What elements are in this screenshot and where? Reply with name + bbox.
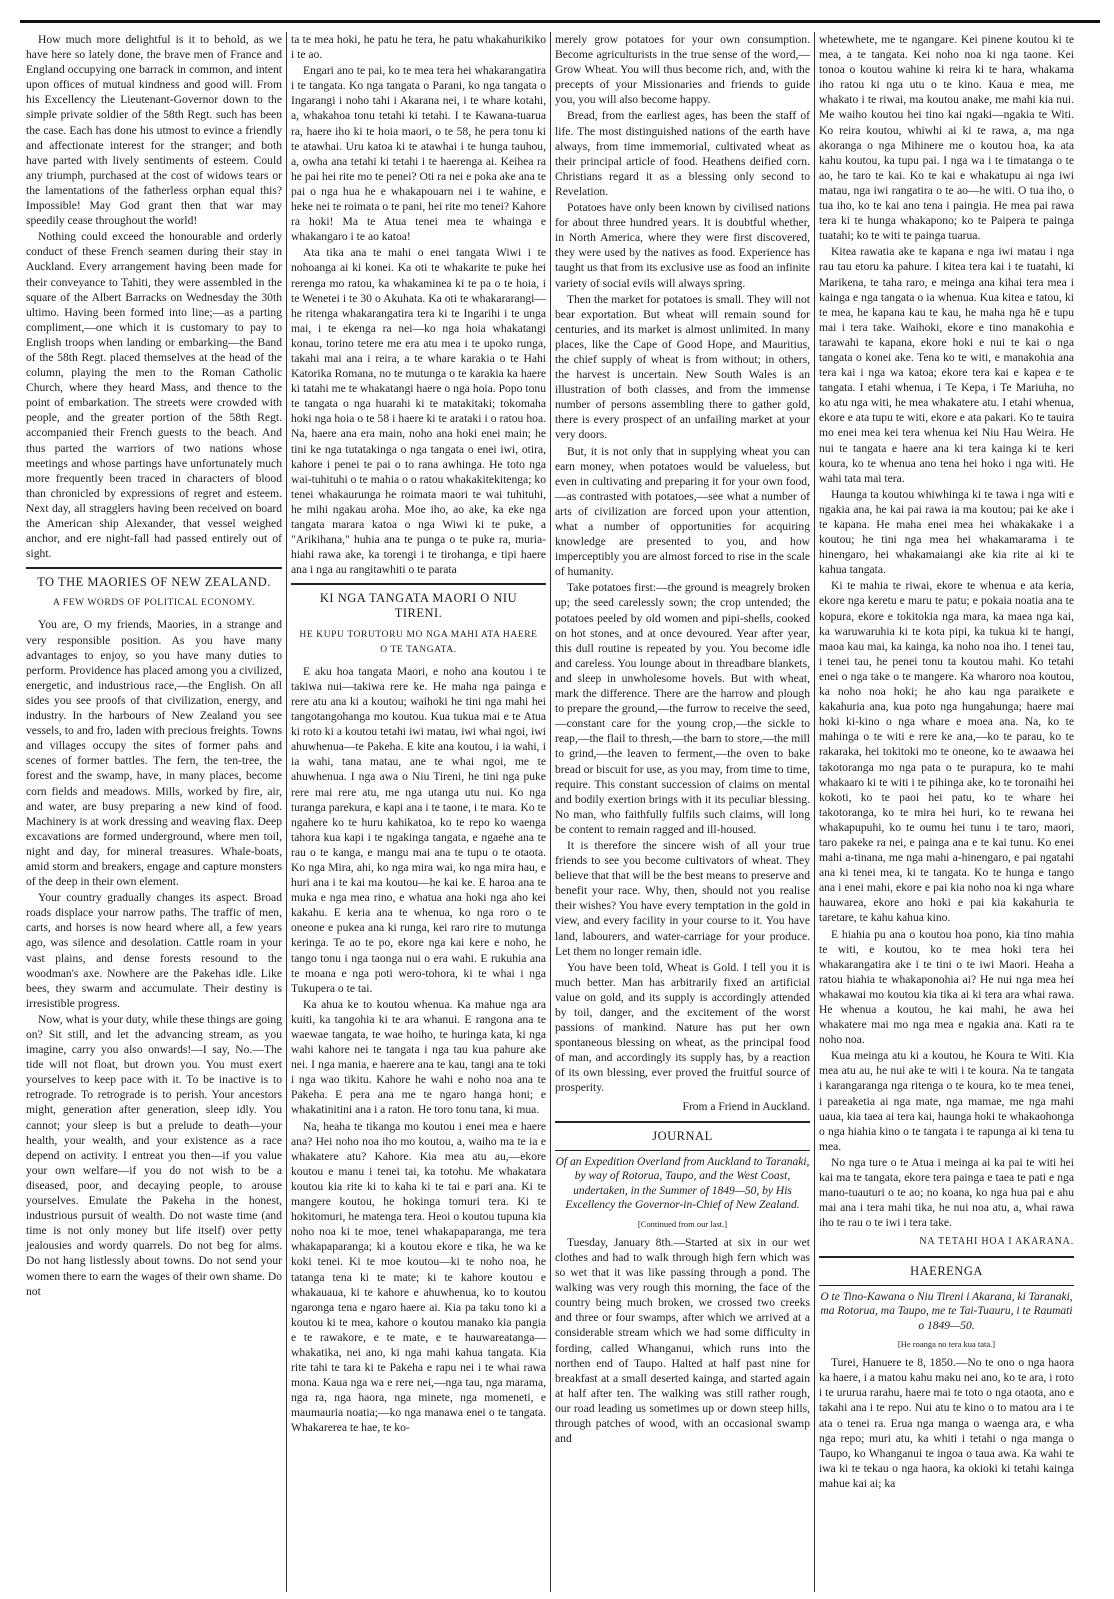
continued-note: [He roanga no tera kua tata.] bbox=[897, 1339, 996, 1350]
paragraph: You have been told, Wheat is Gold. I tell you it is much better. Man has arbitrarily fixed an artificial value on gold, and its supply is accordingly attended by toil, danger, and the excitement of the worst passions of mankind. Nature has put her own spontaneous blessing on wheat, as the principal food of man, and accordingly its supply has, by a reaction of its own blessing, ever proved the fruitful source of prosperity. bbox=[555, 960, 810, 1095]
journal-title: Of an Expedition Overland from Auckland to Taranaki, by way of Rotorua, Taupo, and the West Coast, undertaken, in the Summer of 1849—50, by His Excellency the Governor-in-Chief of New Zealand. bbox=[555, 1155, 810, 1212]
divider bbox=[26, 567, 282, 569]
divider bbox=[555, 1150, 810, 1151]
article-heading: KI NGA TANGATA MAORI O NIU bbox=[319, 591, 518, 606]
article-subheading: HE KUPU TORUTORU MO NGA MAHI ATA HAERE bbox=[299, 629, 538, 640]
continued-note: [Continued from our last.] bbox=[637, 1218, 728, 1229]
paragraph: But, it is not only that in supplying wheat you can earn money, when potatoes would be valueless, but even in cultivating and preparing it for your own food,—as contrasted with potatoes,—see what a number of arts of civilization are forced upon your attention, what a number of opportunities for acquiring knowledge are presented to you, and how imperceptibly you are almost forced to rise in the scale of humanity. bbox=[555, 444, 810, 579]
column-3 bbox=[550, 32, 814, 1592]
column-2 bbox=[286, 32, 550, 1592]
paragraph: Bread, from the earliest ages, has been the staff of life. The most distinguished nations of the earth have always, from time immemorial, cultivated wheat as their principal article of food. Heathens deified corn. Christians regard it as a blessing only second to Revelation. bbox=[555, 109, 810, 198]
journal-heading: HAERENGA bbox=[910, 1263, 983, 1278]
paragraph: Potatoes have only been known by civilised nations for about three hundred years. It is doubtful whether, in North America, where they were first discovered, they were used by the natives as food. Experience has taught us that from its exclusive use as food an infinite variety of social evils will always spring. bbox=[555, 201, 810, 290]
paragraph: You are, O my friends, Maories, in a strange and very responsible position. As you have many advantages to enjoy, so you have many duties to perform. Providence has placed among you a civilized, energetic, and industrious race,—the English. On all sides you see proofs of that civilization, energy, and industry. In the harbours of New Zealand you see vessels, to and fro, laden with precious freights. Towns and villages occupy the sites of former pahs and scenes of former battles. The fern, the ten-tree, the forest and the swamp, have, in many places, become corn fields and meadows. Mills, worked by fire, air, and water, are busy preparing a new kind of food. Machinery is at work dressing and weaving flax. Deep excavations are formed underground, where men toil, night and day, for mineral treasures. Whale-boats, amid storm and breakers, engage and capture monsters of the deep in their own element. bbox=[26, 618, 282, 889]
journal-heading: JOURNAL bbox=[652, 1128, 713, 1143]
divider bbox=[819, 1256, 1074, 1258]
divider bbox=[555, 1121, 810, 1123]
article-heading: TO THE MAORIES OF NEW ZEALAND. bbox=[37, 575, 271, 590]
divider bbox=[291, 583, 546, 585]
paragraph: Engari ano te pai, ko te mea tera hei whakarangatira i te tangata. Ko nga tangata o Parani, ko nga tangata o Ingarangi i noho tahi i Akarana nei, i te whare kotahi, a, whakahoa tonu tetahi ki tetahi. I te Kawana-tuarua ra, haere iho ki te hoia maori, o te 58, he pera tonu ki te atawhai. Uru katoa ki te atawhai i te hunga tauhou, a, owha ana tetahi ki tetahi i te haerenga ai. Keihea ra he pai hei rite mo te penei? Oti ra nei e poka ake ana te pai o nga hua he e whakapouarn nei i te wahine, e heke nei te roimata o te pani, hei rite mo tenei? Kahore ra hoki! Ma te Atua tenei mea te whainga e whakangaro i te ao katoa! bbox=[291, 64, 546, 244]
column-4 bbox=[814, 32, 1078, 1592]
article-signature: NA TETAHI HOA I AKARANA. bbox=[919, 1236, 1074, 1248]
divider bbox=[819, 1285, 1074, 1286]
paragraph: E aku hoa tangata Maori, e noho ana koutou i te takiwa nui—takiwa rere ke. He maha nga painga e rere atu ana ki a koutou; waihoki he tini nga mahi hei tangotangohanga mo koutou. Kua tukua mai e te Atua ki roto ki a koutou tetahi iwi matau, iwi whai ngoi, iwi ahuwhenua—te Pakeha. E kite ana koutou, i ia wahi, i ia wahi, tana matau, ane te whai ngoi, me te ahuwhenua. I nga awa o Niu Tireni, he tini nga puke rere mai rere atu, me nga utanga utu nui. Ko nga turanga parekura, e kapi ana i te taone, i te mara. Ko te ngahere ko te huru kahikatoa, ko te repo ko waenga tahora kua kapi i te ngakinga tangata, e ngaehe ana te rau o te kanga, e mangu mai ana te tupu o te otaota. Ko nga Mira, ahi, ko nga mira wai, ko nga mira hau, e huri ana i te kai ma koutou—he kai ke. E haroa ana te muka e nga mea rino, e whatua ana hoki nga aho kei kakahu. E keria ana te whenua, ko nga roro o te oneone e pukea ana ki runga, kei raro rire to mutunga keringa. Te ao te po, ekore nga kai kere e noho, he tango tonu i nga taonga nui o era wahi. E rukuhia ana te moana e nga poti wero-tohora, ki te whai i nga Tukupera o te tai. bbox=[291, 664, 546, 995]
paragraph: Take potatoes first:—the ground is meagrely broken up; the seed carelessly sown; the crop untended; the potatoes peeled by old women and pipi-shells, cooked on hot stones, and at once devoured. Year after year, this dull routine is repeated by you. You become idle and careless. You lounge about in threadbare blankets, and sleep in unwholesome hovels. But with wheat, mark the difference. There are the harrow and plough to prepare the ground,—the furrow to receive the seed,—constant care for the young crop,—the sickle to reap,—the flail to thresh,—the barn to store,—the mill to grind,—the leaven to ferment,—the oven to bake bread or biscuit for use, as you may, from time to time, require. This constant succession of claims on mental and bodily exertion brings with it its peculiar blessing. No man, who faithfully fulfils such claims, will long be content to remain ragged and ill-housed. bbox=[555, 581, 810, 836]
paragraph: It is therefore the sincere wish of all your true friends to see you become cultivators of wheat. They believe that that will be the best means to preserve and benefit your race. Why, then, should not you realise their wishes? You have every temptation in the gold in view, and every facility in your course to it. You have land, labourers, and water-carriage for your produce. Let them no longer remain idle. bbox=[555, 838, 810, 958]
paragraph: No nga ture o te Atua i meinga ai ka pai te witi hei kai ma te tangata, ekore tera painga e taea te pati e nga mano-tuauturi o te ao; no koana, ko nga hua pai e ahu mai ana i tera mahi tika, he nui noa atu, a, whai rawa iho te rau o te iwi i tera take. bbox=[819, 1155, 1074, 1230]
journal-title: O te Tino-Kawana o Niu Tireni i Akarana, ki Taranaki, ma Rotorua, ma Taupo, me te Tai-Tuauru, i te Raumati o 1849—50. bbox=[820, 1290, 1073, 1332]
newspaper-page bbox=[22, 32, 1102, 1592]
paragraph: Nothing could exceed the honourable and orderly conduct of these French seamen during their stay in Auckland. Every arrangement having been made for their conveyance to Tahiti, they were assembled in the square of the Albert Barracks on Wednesday the 30th ultimo. Having been formed into line;—as a parting compliment,—one which it is customary to pay to English troops when landing or embarking—the Band of the 58th Regt. placed themselves at the head of the column, playing the men to the Roman Catholic Church, where they heard Mass, and thence to the point of embarkation. The streets were crowded with people, and the greater portion of the 58th Regt. accompanied their French guests to the beach. And thus parted the warriors of two nations whose meetings and whose partings have unfortunately much more frequently been traced in characters of blood than chronicled by expressions of regret and esteem. Next day, all stragglers having been received on board the American ship Alexander, that vessel weighed anchor, and ere night-fall had passed entirely out of sight. bbox=[26, 230, 282, 561]
article-signature: From a Friend in Auckland. bbox=[682, 1100, 810, 1113]
paragraph: Tuesday, January 8th.—Started at six in our wet clothes and had to walk through high fern which was so wet that it was like passing through a pond. The walking was very rough this morning, the face of the country being much broken, we crossed two creeks and three or four swamps, after which we arrived at a considerable stream which we had some difficulty in fording, called Whanganui, which runs into the northen end of Taupo. Halted at half past nine for breakfast at a small deserted kainga, and started again at half after ten. The walking was still rather rough, our road leading us sometimes up or down steep hills, through patches of wood, with an occasional swamp and bbox=[555, 1235, 810, 1446]
paragraph: ta te mea hoki, he patu he tera, he patu whakahurikiko i te ao. bbox=[291, 33, 546, 62]
top-rule bbox=[20, 20, 1100, 23]
paragraph: Then the market for potatoes is small. They will not bear exportation. But wheat will remain sound for centuries, and its market is almost unlimited. In many places, like the Cape of Good Hope, and Mauritius, the chief supply of wheat is from without; in others, the harvest is uncertain. New South Wales is an illustration of both classes, and from the immense number of persons assembling there to gather gold, there is every prospect of an unfailing market at your very doors. bbox=[555, 292, 810, 442]
article-heading-cont: TIRENI. bbox=[394, 606, 443, 621]
paragraph: Na, heaha te tikanga mo koutou i enei mea e haere ana? Hei noho noa iho mo koutou, a, waiho ma te ia e whakatere atu? Kahore. Kia mea atu au,—ekore koutou e manu i tenei tai, ka totohu. Me whakatara koutou kia rite ki to kaha ki te tai e pari ana. Ki te mangere koutou, he hokinga tomuri tera. Ki te hokitomuri, he matenga tera. Heoi o koutou tupuna kia noho noa ki te moe, tenei whakapaparanga, me tera whakapaparanga; ki a koutou ekore e tika, he wa ke koki tenei. Ki te moe koutou—ki te noho noa, he tatanga tena ki te mate; ki te kahore koutou e whakauaua, ki te kahore e ahuwhenua, ko to koutou ngaronga tena e ngaro haere ai. Kia pa taku tono ki a koutou ki te mea, kahore o koutou manako kia pangia e te rawakore, e te mate, e te hauwareatanga—whakatika, nei ano, ki nga mahi kahua tangata. Kia rite tahi te tara ki te Pakeha e rapu nei i te whai rawa mona. Kaua nga wa e rere nei,—nga tau, nga marama, nga ra, nga haora, nga minete, nga momeneti, e maumauria noatia;—ko nga manawa enei o te tangata. Whakarerea te hae, te ko- bbox=[291, 1119, 546, 1435]
article-subheading: A FEW WORDS OF POLITICAL ECONOMY. bbox=[52, 598, 256, 609]
column-1 bbox=[22, 32, 286, 1592]
paragraph: E hiahia pu ana o koutou hoa pono, kia tino mahia te witi, e koutou, ko te mea hoki tera hei whakarangatira ake i te tini o te iwi Maori. Heaha a ratou hiahia te whakaponohia ai? He nui nga mea hei whakawai mo koutou kia tika ai ki tera ara whai rawa. He whenua a koutou, he kai mahi, he awa hei whakatere mai mo nga mea e ngakia ana. Kati ra te noho noa. bbox=[819, 927, 1074, 1047]
article-subheading-cont: O TE TANGATA. bbox=[380, 644, 457, 655]
paragraph: Ka ahua ke to koutou whenua. Ka mahue nga ara kuiti, ka tangohia ki te ara whanui. E rangona ana te waewae tangata, te wae hoiho, te huringa kata, ki nga wahi kahore nei te tangata i nga tau kua pahure ake nei. I nga mania, e haerere ana te kau, tangi ana te toki i nga wao tikitu. Kahore he wahi e noho noa ana te Pakeha. E pera ana me te ngaro hanga honi; e whakatinitini ana i a raton. He toro tonu tana, ki mua. bbox=[291, 997, 546, 1117]
paragraph: merely grow potatoes for your own consumption. Become agriculturists in the true sense of the word,—Grow Wheat. You will thus become rich, and, with the precepts of your Missionaries and friends to guide you, you will also become happy. bbox=[555, 33, 810, 107]
paragraph: Haunga ta koutou whiwhinga ki te tawa i nga witi e ngakia ana, he kai pai rawa ia ma koutou; pai ke ake i te kapana. He maha enei mea hei whakakake i a koutou; he tini nga mea hei whakamarama i te hinengaro, hei whakamaiangi ake kia rite ai ki te kahua tangata. bbox=[819, 487, 1074, 577]
paragraph: Kua meinga atu ki a koutou, he Koura te Witi. Kia mea atu au, he nui ake te witi i te koura. Na te tangata i karangaranga nga ritenga o te koura, ko te mea tenei, i pareaketia ai nga mate, nga mamae, me nga mahi uaua, kia taea ai tera kai, haunga hoki te whakaohonga o nga hiahia kino o te tangata i te rapunga ai ki tena tu mea. bbox=[819, 1049, 1074, 1153]
paragraph: Ki te mahia te riwai, ekore te whenua e ata keria, ekore nga keretu e maru te patu; e pokaia noatia ana te kopura, ekore e tokitokia nga mara, ka maea nga kai, ka waruwaruhia ki te kota pipi, ka tukua ki te hangi, maoa kau mai, ka kainga, ka noho noa iho. I tenei tau, i tenei tau, he penei tonu ta koutou mahi. Ko tetahi enei o nga take o te mangere. Ka wharoro noa koutou, ka noho noa hoki; he aho kau nga paraikete e kakahuria ana, kua poto nga hungahunga; haere mai hoki ki-kino o nga whare e moea ana. Na, ko te mahinga o te witi e rere ke ana,—ko te parau, ko te rakaraka, hei tokitoki mo te oneone, ko te awaawa hei takotoranga mo nga pata o te purapura, ko te mahi whakaaro ki te witi i te pihinga ake, ko te toronaihi hei kokoti, ko te paoi hei patu, ko te whare hei takotoranga, ko te mira hei huri, ko te rewana hei whakapupuhi, ko te oumu hei tunu i te taro, maori, taro pakeke ra nei, e painga ana e te kai tunu. Ko enei mahi a-tinana, me nga mahi a-hinengaro, e pai ngatahi ana ki tenei mea, ki te tangata. Ko te hunga e tango ana i enei mahi, ekore e pai kia noho noa ki nga whare hauwarea, ekore ano hoki e pai kia kakahuria te taretare, te kahu kahua kino. bbox=[819, 579, 1074, 925]
paragraph: Now, what is your duty, while these things are going on? Sit still, and let the advancing stream, as you imagine, carry you also onwards!—I say, No.—The tide will not float, but drown you. You must exert yourselves to keep pace with it. To be inactive is to retrograde. To retrograde is to perish. Your ancestors might, generation after generation, sleep idly. You cannot; your sleep is but a prelude to death—your health, your wealth, and your existence as a race depend on activity. I entreat you then—if you value your own welfare—if you do not wish to be a diseased, poor, and decaying people, to arouse yourselves. Emulate the Pakeha in the honest, industrious pursuit of wealth. Do not waste time (and time is not only money but life itself) over petty jealousies and wordy quarrels. Do not beg for alms. Do not hang listlessly about towns. Do not send your women there to earn the wages of their own shame. Do not bbox=[26, 1012, 282, 1298]
paragraph: Your country gradually changes its aspect. Broad roads displace your narrow paths. The traffic of men, carts, and horses is now heard where all, a few years ago, was silence and desolation. Cattle roam in your vast plains, and dense forests resound to the woodman's axe. Nowhere are the Pakehas idle. Like bees, they swarm and accumulate. Their destiny is irresistible progress. bbox=[26, 891, 282, 1010]
paragraph: whetewhete, me te ngangare. Kei pinene koutou ki te mea, a te tangata. Kei noho noa ki nga taone. Kei tonoa o koutou wahine ki reira ki te hara, whakama iho ratou ki nga utu o te kino. Kaua e mea, me whakato i te riwai, ma koutou anake, me mahi kia nui. Me waiho koutou hei tino kai ngaki—ngakia te Witi. Ko reira koutou, whiwhi ai ki te rawa, a, ma nga akoranga o nga Mihinere me o koutou hoa, ka ata kahu koutou, ka tupu pai. I nga wa i te timatanga o te ao, he taro te kai. Ko te kai e whakatupu ai nga iwi matau, nga iwi rangatira o te ao—he witi. O tua iho, o tua iho, ko te kai ano tena i paingia. He mea pai rawa tera ki te hunga whakapono; ko te Paipera te painga tuatahi; ko te witi te painga tuarua. bbox=[819, 33, 1074, 243]
paragraph: How much more delightful is it to behold, as we have here so lately done, the brave men of France and England occupying one barrack in common, and intent upon offices of mutual kindness and good will. From his Excellency the Lieutenant-Governor down to the simple private soldier of the 58th Regt. such has been the case. Each has done his utmost to evince a friendly and affectionate interest for the stranger; and both have parted with lively sentiments of esteem. Could any triumph, purchased at the cost of widows tears or the lamentations of the fatherless orphan equal this? Impossible! May God grant then that war may speedily cease throughout the world! bbox=[26, 33, 282, 228]
paragraph: Turei, Hanuere te 8, 1850.—No te ono o nga haora ka haere, i a matou kahu maku nei ano, ko te ara, i roto i te ururua rarahu, haere mai te toto o nga otaota, ano e takahi ana i te repo. Nui atu te kino o to matou ara i te ata o tenei ra. Erua nga manga o waenga ara, e wha nga repo; muri atu, ka whiti i tetahi o nga manga o Taupo, ko Whanganui te ingoa o taua awa. Ka wahi te iwa ki te tekau o nga haora, ka okioki ki tetahi kainga mahue kai ai; ka bbox=[819, 1356, 1074, 1490]
paragraph: Ata tika ana te mahi o enei tangata Wiwi i te nohoanga ai ki konei. Ka oti te whakarite te puke hei rerenga mo ratou, ka whakaminea ki te pa o te hoia, i te Wenetei i te 30 o Akuhata. Ka oti te whakararangi—he ritenga whakarangatira tera ki te Ingarihi i te unga mai, i te ekenga ra nei—ko nga hoia whakatangi konau, torino tetere me era atu mea i te upoko runga, takahi mai ana i reira, a te whare karakia o te Hahi Katorika Romana, no te mutunga o te karakia ka haere ki tatahi me te whakatangi haere o nga hoia. Popo tonu te tangata o nga huarahi ki te matakitaki; tokomaha hoki nga hoia o te 58 i haere ki te arataki i o ratou hoa. Na, haere ana era main, noho ana hoki enei main; he tini ke nga tutatakinga o nga tangata o enei iwi, otira, kahore i penei te pai o to rana awhinga. He toto nga wai-tuhituhi o te mahia o o ratou whakakitekitenga; ko tenei whakaurunga he roimata maori te wai tuhituhi, he mihi ngakau aroha. Moe iho, ao ake, ka eke nga tangata marara katoa o nga Wiwi ki te puke, a "Arikihana," huhia ana te punga o te puke ra, muria-hiahi rawa ake, ka torengi i te tirohanga, e tipi haere ana i nga au rangitawhiti o te parata bbox=[291, 246, 546, 577]
paragraph: Kitea rawatia ake te kapana e nga iwi matau i nga rau tau etoru ka pahure. I kitea tera kai i te tuatahi, ki Marikena, te taha raro, e meinga ana kihai tera mea i kainga e nga tangata o ia whenua. Kua kitea e tatou, ki te mea, he kapana kau te kau, he maha nga hē e tupu mai i tera take. Waihoki, ekore e tino manakohia e tarawahi te kapana, ekore hoki e nui te kai o nga tangata o konei ake. Tena ko te witi, e manakohia ana tera kai i nga wa katoa; ekore tera kai e kapea e te tangata. I etahi whenua, i Te Kepa, i Te Mariuha, no ko atu nga witi, he mea whakatere atu. I etahi whenua, ekore e ata tupu te witi, ekore e ata pakari. Ko te tauira mo enei mea kei tera whenua kei Niu Hau Weira. He nui te tangata e haere ana ki tera kainga ki te keri koura, ko te whenua ano tena hei hoko i nga witi. He wahi tata mai tera. bbox=[819, 245, 1074, 485]
